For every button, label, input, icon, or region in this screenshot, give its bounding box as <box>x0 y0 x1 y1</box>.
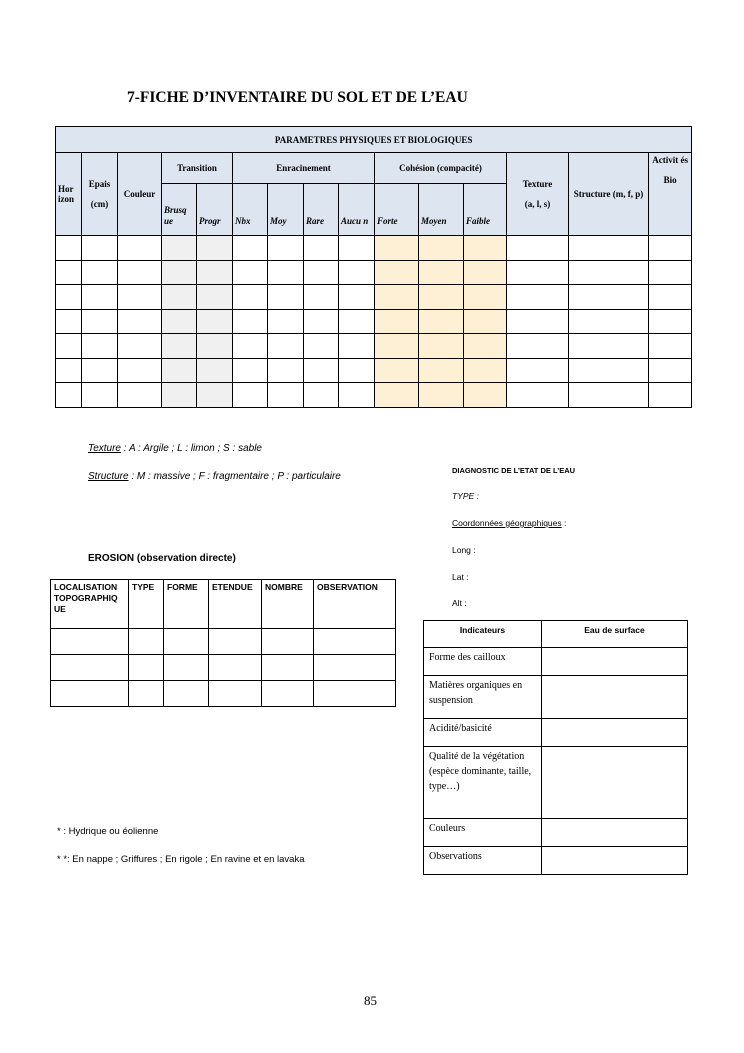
erosion-header-etendue: ETENDUE <box>209 580 262 629</box>
water-row-value <box>542 676 688 719</box>
erosion-table-row <box>51 681 396 707</box>
soil-table-cell <box>507 334 569 359</box>
sub-nbx: Nbx <box>233 184 268 236</box>
soil-table-cell <box>162 309 197 334</box>
group-enracinement: Enracinement <box>233 153 375 184</box>
soil-table-cell <box>304 358 339 383</box>
soil-table-cell <box>268 334 304 359</box>
soil-table-cell <box>304 236 339 261</box>
soil-table-row <box>56 285 692 310</box>
water-coords-text: Coordonnées géographiques <box>452 518 562 528</box>
soil-table-cell <box>118 358 162 383</box>
soil-table-cell <box>569 309 649 334</box>
soil-table-cell <box>233 383 268 408</box>
erosion-table-body <box>51 629 396 707</box>
soil-table-main-header: PARAMETRES PHYSIQUES ET BIOLOGIQUES <box>56 127 692 153</box>
col-texture-line1: Texture <box>522 179 553 189</box>
erosion-header-forme: FORME <box>164 580 209 629</box>
soil-table-cell <box>464 383 507 408</box>
legend-structure-label: Structure <box>88 471 129 482</box>
soil-table-cell <box>569 236 649 261</box>
soil-table-cell <box>419 260 464 285</box>
soil-table-cell <box>233 285 268 310</box>
water-coords-label <box>452 518 566 528</box>
page-title: 7-FICHE D’INVENTAIRE DU SOL ET DE L’EAU <box>127 89 468 106</box>
soil-table-cell <box>118 383 162 408</box>
soil-table-cell <box>569 358 649 383</box>
soil-table-cell <box>162 260 197 285</box>
water-row-label: Matières organiques en suspension <box>424 676 542 719</box>
soil-table-cell <box>197 236 233 261</box>
soil-table-cell <box>649 334 692 359</box>
soil-table-cell <box>82 236 118 261</box>
water-type-label: TYPE : <box>452 491 479 501</box>
note-types-erosion: * *: En nappe ; Griffures ; En rigole ; En ravine et en lavaka <box>57 854 305 865</box>
soil-table-cell <box>339 309 375 334</box>
soil-table-cell <box>419 285 464 310</box>
soil-table-cell <box>304 383 339 408</box>
soil-table-cell <box>375 309 419 334</box>
erosion-table-cell <box>129 629 164 655</box>
water-row-value <box>542 847 688 875</box>
erosion-table <box>50 579 396 707</box>
col-couleur: Couleur <box>118 153 162 236</box>
soil-table-cell <box>233 260 268 285</box>
soil-table-cell <box>419 358 464 383</box>
sub-moy: Moy <box>268 184 304 236</box>
soil-table-cell <box>233 334 268 359</box>
soil-table-cell <box>162 285 197 310</box>
soil-table-cell <box>233 358 268 383</box>
soil-table-cell <box>56 383 82 408</box>
soil-table-cell <box>118 334 162 359</box>
soil-table-cell <box>649 309 692 334</box>
soil-table-cell <box>569 285 649 310</box>
soil-table-cell <box>56 285 82 310</box>
soil-table-cell <box>375 383 419 408</box>
erosion-table-cell <box>164 681 209 707</box>
water-row-label: Forme des cailloux <box>424 648 542 676</box>
water-coords-suffix: : <box>561 518 567 528</box>
soil-table-cell <box>118 285 162 310</box>
soil-table-cell <box>649 285 692 310</box>
soil-table-cell <box>162 358 197 383</box>
erosion-table-cell <box>262 629 314 655</box>
soil-table-cell <box>304 285 339 310</box>
soil-table-cell <box>569 260 649 285</box>
soil-table-cell <box>464 285 507 310</box>
soil-table-cell <box>339 236 375 261</box>
soil-table-cell <box>375 334 419 359</box>
erosion-table-cell <box>164 629 209 655</box>
col-activites-line1: Activit és <box>652 155 688 165</box>
erosion-header-type: TYPE <box>129 580 164 629</box>
legend-texture <box>88 443 262 454</box>
soil-table-cell <box>507 383 569 408</box>
erosion-table-cell <box>129 655 164 681</box>
soil-table-cell <box>268 260 304 285</box>
soil-table-cell <box>507 358 569 383</box>
legend-structure <box>88 471 341 482</box>
soil-table-cell <box>375 236 419 261</box>
soil-table-row <box>56 334 692 359</box>
soil-table-cell <box>464 260 507 285</box>
soil-table-cell <box>304 309 339 334</box>
soil-table-body <box>56 236 692 408</box>
group-transition: Transition <box>162 153 233 184</box>
soil-table-cell <box>233 236 268 261</box>
erosion-table-cell <box>314 655 396 681</box>
legend-texture-text: : A : Argile ; L : limon ; S : sable <box>120 443 262 454</box>
sub-brusque: Brusq ue <box>162 184 197 236</box>
soil-table-cell <box>56 358 82 383</box>
soil-table-cell <box>649 236 692 261</box>
soil-table-cell <box>56 236 82 261</box>
legend-texture-label: Texture <box>88 443 121 454</box>
soil-table-cell <box>419 383 464 408</box>
sub-aucun: Aucu n <box>339 184 375 236</box>
water-row-value <box>542 819 688 847</box>
soil-parameters-table <box>55 126 692 408</box>
erosion-header-nombre: NOMBRE <box>262 580 314 629</box>
soil-table-cell <box>233 309 268 334</box>
soil-table-cell <box>304 334 339 359</box>
soil-table-cell <box>569 334 649 359</box>
legend-structure-text: : M : massive ; F : fragmentaire ; P : particulaire <box>128 471 341 482</box>
soil-table-cell <box>339 334 375 359</box>
soil-table-cell <box>419 309 464 334</box>
col-texture-line2: (a, l, s) <box>524 199 551 209</box>
col-horizon: Hor izon <box>56 153 82 236</box>
water-diagnostic-title: DIAGNOSTIC DE L’ETAT DE L’EAU <box>452 466 576 475</box>
soil-table-cell <box>464 309 507 334</box>
col-texture <box>507 153 569 236</box>
sub-forte: Forte <box>375 184 419 236</box>
erosion-table-cell <box>314 629 396 655</box>
erosion-table-cell <box>164 655 209 681</box>
soil-table-cell <box>419 334 464 359</box>
soil-table-cell <box>82 334 118 359</box>
erosion-header-observation: OBSERVATION <box>314 580 396 629</box>
soil-table-cell <box>197 285 233 310</box>
erosion-table-cell <box>314 681 396 707</box>
page-number: 85 <box>364 993 377 1008</box>
soil-table-row <box>56 383 692 408</box>
soil-table-cell <box>649 358 692 383</box>
water-header-eau-surface: Eau de surface <box>542 621 688 648</box>
water-row-value <box>542 747 688 819</box>
sub-faible: Faible <box>464 184 507 236</box>
soil-table-cell <box>464 358 507 383</box>
soil-table-cell <box>197 358 233 383</box>
water-row-label: Observations <box>424 847 542 875</box>
soil-table-row <box>56 260 692 285</box>
soil-table-cell <box>339 383 375 408</box>
water-indicators-table <box>423 620 688 875</box>
erosion-table-cell <box>209 629 262 655</box>
erosion-table-cell <box>262 681 314 707</box>
soil-table-cell <box>649 383 692 408</box>
soil-table-cell <box>197 309 233 334</box>
soil-table-cell <box>339 358 375 383</box>
erosion-heading: EROSION (observation directe) <box>88 553 236 564</box>
soil-table-row <box>56 236 692 261</box>
soil-table-cell <box>197 334 233 359</box>
soil-table-cell <box>507 236 569 261</box>
soil-table-cell <box>162 236 197 261</box>
water-lat-label: Lat : <box>452 572 469 582</box>
soil-table-cell <box>464 236 507 261</box>
soil-table-cell <box>268 358 304 383</box>
soil-table-cell <box>82 260 118 285</box>
soil-table-cell <box>419 236 464 261</box>
sub-moyen: Moyen <box>419 184 464 236</box>
soil-table-row <box>56 358 692 383</box>
erosion-header-localisation: LOCALISATION TOPOGRAPHIQ UE <box>51 580 129 629</box>
water-alt-label: Alt : <box>452 598 467 608</box>
soil-table-cell <box>569 383 649 408</box>
erosion-table-cell <box>209 681 262 707</box>
soil-table-cell <box>339 285 375 310</box>
erosion-table-cell <box>51 629 129 655</box>
sub-progr: Progr <box>197 184 233 236</box>
soil-table-cell <box>464 334 507 359</box>
soil-table-cell <box>82 383 118 408</box>
soil-table-cell <box>56 309 82 334</box>
note-hydrique: * : Hydrique ou éolienne <box>57 826 159 837</box>
erosion-table-row <box>51 629 396 655</box>
water-row-value <box>542 719 688 747</box>
soil-table-cell <box>56 334 82 359</box>
soil-table-cell <box>82 285 118 310</box>
soil-table-cell <box>118 309 162 334</box>
group-cohesion: Cohésion (compacité) <box>375 153 507 184</box>
water-row-label: Qualité de la végétation (espèce dominante, taille, type…) <box>424 747 542 819</box>
water-row-label: Couleurs <box>424 819 542 847</box>
soil-table-cell <box>375 285 419 310</box>
soil-table-cell <box>507 285 569 310</box>
water-row-label: Acidité/basicité <box>424 719 542 747</box>
erosion-table-row <box>51 655 396 681</box>
water-long-label: Long : <box>452 545 476 555</box>
soil-table-cell <box>56 260 82 285</box>
soil-table-cell <box>118 260 162 285</box>
soil-table-row <box>56 309 692 334</box>
soil-table-cell <box>268 236 304 261</box>
soil-table-cell <box>162 334 197 359</box>
soil-table-cell <box>339 260 375 285</box>
col-structure: Structure (m, f, p) <box>569 153 649 236</box>
soil-table-cell <box>304 260 339 285</box>
soil-table-cell <box>507 260 569 285</box>
soil-table-cell <box>118 236 162 261</box>
col-epais-line1: Epais <box>88 179 111 189</box>
erosion-table-cell <box>51 655 129 681</box>
soil-table-cell <box>375 358 419 383</box>
soil-table-cell <box>507 309 569 334</box>
erosion-table-cell <box>129 681 164 707</box>
water-row-value <box>542 648 688 676</box>
soil-table-cell <box>82 309 118 334</box>
soil-table-cell <box>197 260 233 285</box>
soil-table-cell <box>649 260 692 285</box>
erosion-table-cell <box>51 681 129 707</box>
col-epais <box>82 153 118 236</box>
soil-table-cell <box>375 260 419 285</box>
col-activites-line2: Bio <box>663 175 677 185</box>
water-header-indicateurs: Indicateurs <box>424 621 542 648</box>
col-epais-line2: (cm) <box>90 199 109 209</box>
soil-table-cell <box>268 383 304 408</box>
soil-table-cell <box>197 383 233 408</box>
erosion-table-cell <box>209 655 262 681</box>
soil-table-cell <box>82 358 118 383</box>
col-activites <box>649 153 692 236</box>
erosion-table-cell <box>262 655 314 681</box>
soil-table-cell <box>268 309 304 334</box>
soil-table-cell <box>268 285 304 310</box>
sub-rare: Rare <box>304 184 339 236</box>
soil-table-cell <box>162 383 197 408</box>
